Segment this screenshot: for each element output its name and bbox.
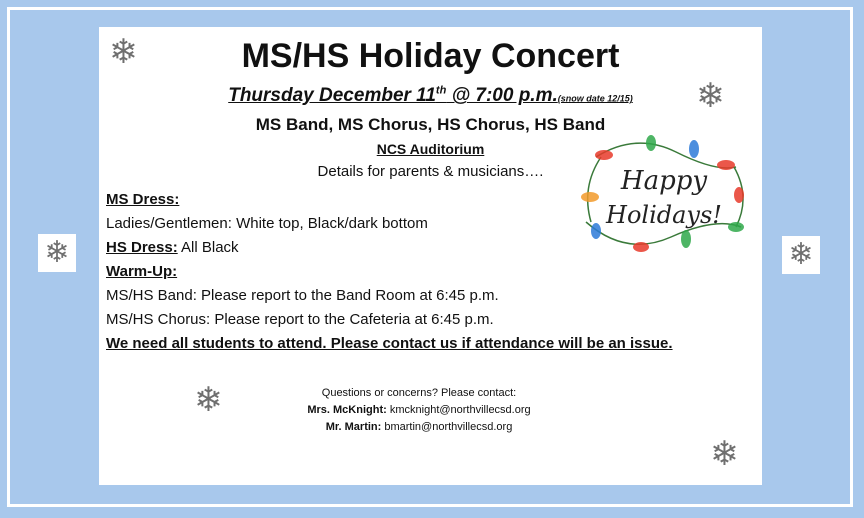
contact-martin: Mr. Martin: bmartin@northvillecsd.org <box>325 421 513 433</box>
contact-intro: Questions or concerns? Please contact: <box>321 387 517 399</box>
details-intro: Details for parents & musicians…. <box>317 163 544 180</box>
contact-block <box>239 385 599 436</box>
concert-date <box>99 85 762 107</box>
snowflake-icon: ❄ <box>710 434 739 474</box>
contact-mcknight: Mrs. McKnight: kmcknight@northvillecsd.org <box>307 404 531 416</box>
warmup-chorus: MS/HS Chorus: Please report to the Cafeteria at 6:45 p.m. <box>106 311 494 328</box>
email-link[interactable]: bmartin@northvillecsd.org <box>381 421 513 433</box>
instructions <box>106 188 706 356</box>
warmup-heading: Warm-Up: <box>106 263 178 280</box>
attendance-notice: We need all students to attend. Please contact us if attendance will be an issue. <box>106 335 673 352</box>
snow-date: (snow date 12/15) <box>557 93 633 104</box>
right-snowflake-box <box>782 236 820 274</box>
date-main: Thursday December 11th @ 7:00 p.m. <box>228 85 558 107</box>
ms-dress-text: Ladies/Gentlemen: White top, Black/dark bottom <box>106 215 428 232</box>
hs-dress <box>106 236 706 260</box>
snowflake-icon: ❄ <box>788 237 814 272</box>
snowflake-icon: ❄ <box>109 32 138 72</box>
flyer <box>99 27 762 485</box>
page-title: MS/HS Holiday Concert <box>241 37 620 75</box>
hs-dress-heading: HS Dress: <box>106 239 178 256</box>
graphic-line-1: Happy <box>620 166 708 196</box>
left-snowflake-box <box>38 234 76 272</box>
ms-dress-heading: MS Dress: <box>106 191 180 208</box>
ensembles: MS Band, MS Chorus, HS Chorus, HS Band <box>255 115 606 134</box>
email-link[interactable]: kmcknight@northvillecsd.org <box>386 404 531 416</box>
snowflake-icon: ❄ <box>44 235 70 270</box>
snowflake-icon: ❄ <box>194 380 223 420</box>
graphic-line-2: Holidays! <box>606 201 722 229</box>
hs-dress-text: All Black <box>177 239 239 256</box>
snowflake-icon: ❄ <box>696 76 725 116</box>
venue: NCS Auditorium <box>376 141 485 157</box>
warmup-band: MS/HS Band: Please report to the Band Room at 6:45 p.m. <box>106 287 499 304</box>
